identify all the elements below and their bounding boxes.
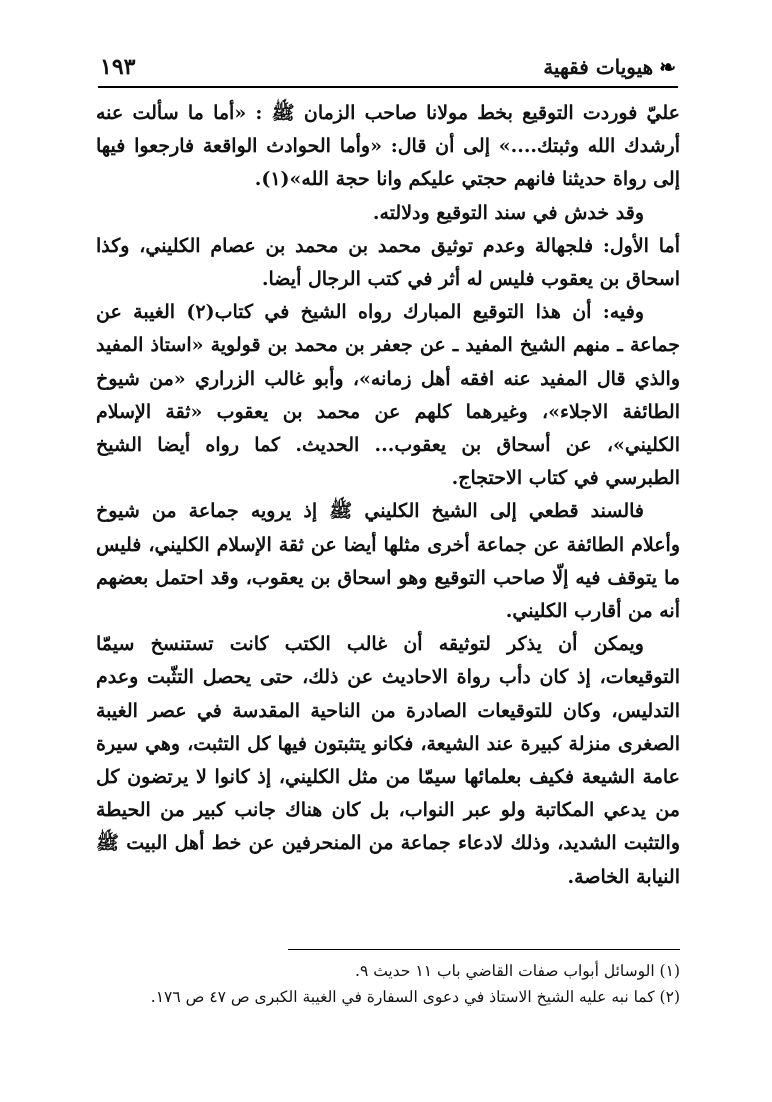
header-rule bbox=[98, 86, 678, 88]
footnote-rule bbox=[288, 949, 680, 950]
paragraph-3-lead: أما الأول: bbox=[602, 234, 680, 257]
page-number: ١٩٣ bbox=[100, 54, 136, 80]
footnotes bbox=[96, 958, 680, 1010]
paragraph-3-text: فلجهالة وعدم توثيق محمد بن محمد بن عصام الكليني، وكذا اسحاق بن يعقوب فليس له أثر في كتب الرجال أيضا. bbox=[96, 234, 680, 291]
paragraph-1: عليّ فوردت التوقيع بخط مولانا صاحب الزمان ﷺ : «أما ما سألت عنه أرشدك الله وثبتك....» إلى أن قال: «وأما الحوادث الواقعة فارجعوا فيها إلى رواة حديثنا فانهم حجتي عليكم وانا حجة الله»(١). bbox=[96, 102, 680, 191]
footnote-2: (٢) كما نبه عليه الشيخ الاستاذ في دعوى السفارة في الغيبة الكبرى ص ٤٧ ص ١٧٦. bbox=[150, 988, 680, 1006]
paragraph-4-text: أن هذا التوقيع المبارك رواه الشيخ في كتاب(٢) الغيبة عن جماعة ـ منهم الشيخ المفيد ـ عن جعفر بن محمد بن قولوية «استاذ المفيد والذي قال المفيد عنه افقه أهل زمانه»، وأبو غالب الزراري «من شيوخ الطائفة الاجلاء»، وغيرهما كلهم عن محمد بن يعقوب «ثقة الإسلام الكليني»، عن أسحاق بن يعقوب... الحديث. كما رواه أيضا الشيخ الطبرسي في كتاب الاحتجاج. bbox=[96, 301, 680, 490]
paragraph-3 bbox=[96, 230, 680, 296]
running-title bbox=[543, 55, 676, 79]
paragraph-6: ويمكن أن يذكر لتوثيقه أن غالب الكتب كانت تستنسخ سيمّا التوقيعات، إذ كان دأب رواة الاحاديث عن ذلك، حتى يحصل التثّبت وعدم التدليس، وكان للتوقيعات الصادرة من الناحية المقدسة في عصر الغيبة الصغرى منزلة كبيرة عند الشيعة، فكانو يتثبتون فيها كل التثبت، وهي سيرة عامة الشيعة فكيف بعلمائها سيمّا من مثل الكليني، إذ كانوا لا يرتضون كل من يدعي المكاتبة ولو عبر النواب، بل كان هناك جانب كبير من الحيطة والتثبت الشديد، وذلك لادعاء جماعة من المنحرفين عن خط أهل البيت ﷺ النيابة الخاصة. bbox=[96, 633, 680, 888]
leaf-ornament-icon: ❧ bbox=[659, 55, 676, 79]
footnote-1: (١) الوسائل أبواب صفات القاضي باب ١١ حديث ٩. bbox=[355, 962, 680, 980]
paragraph-4 bbox=[96, 296, 680, 495]
paragraph-2: وقد خدش في سند التوقيع ودلالته. bbox=[372, 201, 644, 224]
running-title-text: هيويات فقهية bbox=[543, 55, 654, 79]
paragraph-5: فالسند قطعي إلى الشيخ الكليني ﷺ إذ يرويه جماعة من شيوخ وأعلام الطائفة عن جماعة أخرى مثلها أيضا عن ثقة الإسلام الكليني، فليس ما يتوقف فيه إلّا صاحب التوقيع وهو اسحاق بن يعقوب، وقد احتمل بعضهم أنه من أقارب الكليني. bbox=[96, 500, 680, 623]
page-header bbox=[100, 52, 676, 82]
paragraph-4-lead: وفيه: bbox=[602, 301, 644, 324]
main-text bbox=[96, 97, 680, 894]
